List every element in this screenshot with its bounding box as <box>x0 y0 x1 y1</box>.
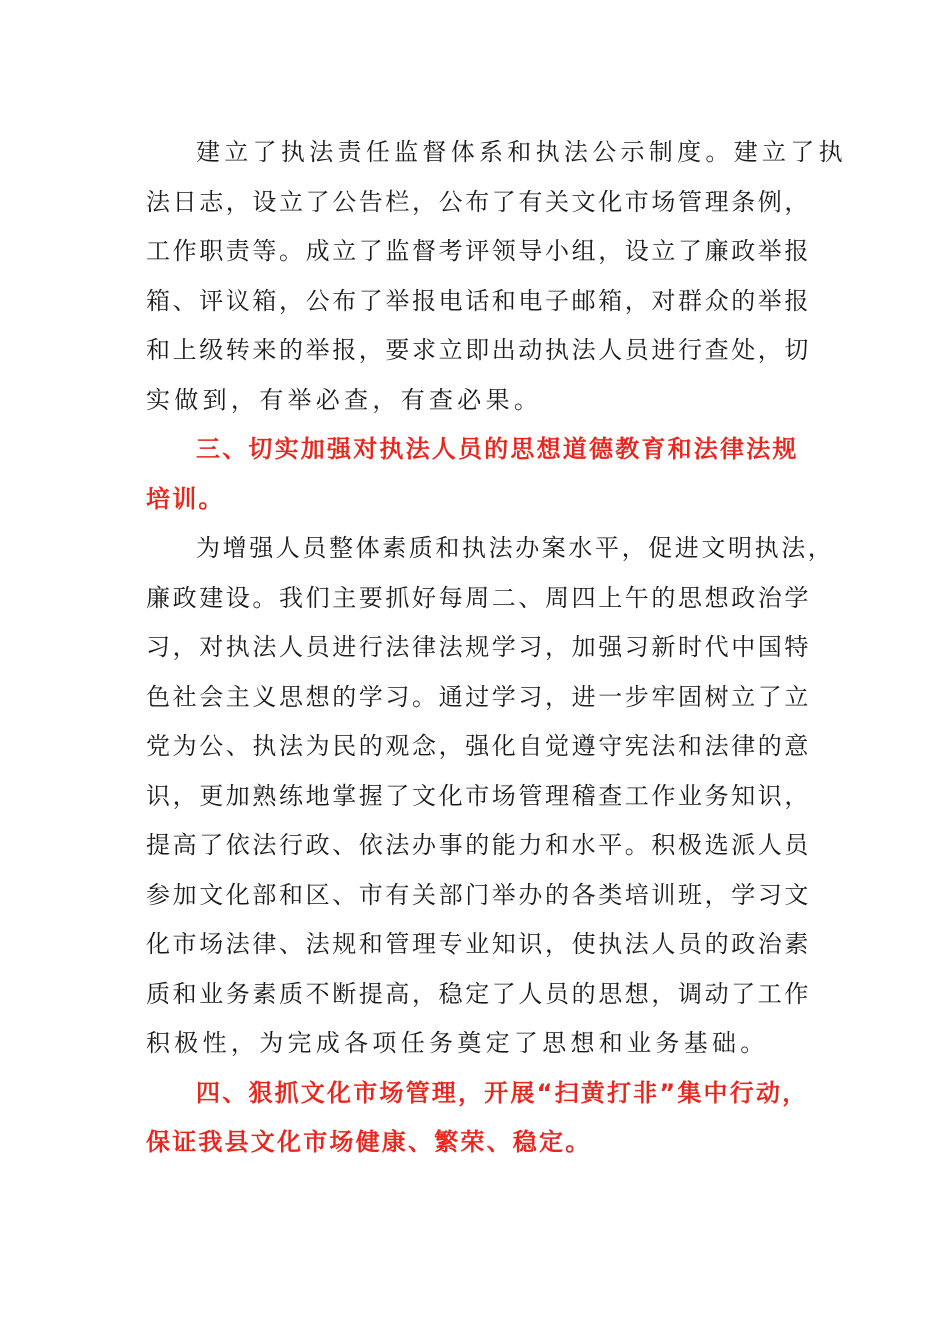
body-text-line: 法日志，设立了公告栏，公布了有关文化市场管理条例， <box>146 188 811 216</box>
section-heading-4: 四、狠抓文化市场管理，开展“扫黄打非”集中行动， <box>196 1079 809 1107</box>
body-text-line: 箱、评议箱，公布了举报电话和电子邮箱，对群众的举报 <box>146 287 811 315</box>
body-text-line: 参加文化部和区、市有关部门举办的各类培训班，学习文 <box>146 881 811 909</box>
body-text-line: 识，更加熟练地掌握了文化市场管理稽查工作业务知识， <box>146 782 811 810</box>
body-text-line: 党为公、执法为民的观念，强化自觉遵守宪法和法律的意 <box>146 732 811 760</box>
body-text-line: 提高了依法行政、依法办事的能力和水平。积极选派人员 <box>146 831 811 859</box>
body-text-line: 工作职责等。成立了监督考评领导小组，设立了廉政举报 <box>146 237 811 265</box>
body-text-line: 习，对执法人员进行法律法规学习，加强习新时代中国特 <box>146 633 811 661</box>
body-text-line: 建立了执法责任监督体系和执法公示制度。建立了执 <box>196 138 847 166</box>
section-heading-3-continued: 培训。 <box>146 485 225 513</box>
body-text-line: 积极性，为完成各项任务奠定了思想和业务基础。 <box>146 1029 769 1057</box>
body-text-line: 化市场法律、法规和管理专业知识，使执法人员的政治素 <box>146 930 811 958</box>
section-heading-3: 三、切实加强对执法人员的思想道德教育和法律法规 <box>196 435 799 463</box>
body-text-line: 色社会主义思想的学习。通过学习，进一步牢固树立了立 <box>146 683 811 711</box>
body-text-line: 廉政建设。我们主要抓好每周二、周四上午的思想政治学 <box>146 584 811 612</box>
body-text-line: 和上级转来的举报，要求立即出动执法人员进行查处，切 <box>146 336 811 364</box>
body-text-line: 实做到，有举必查，有查必果。 <box>146 386 543 414</box>
section-heading-4-continued: 保证我县文化市场健康、繁荣、稳定。 <box>146 1128 592 1156</box>
body-text-line: 质和业务素质不断提高，稳定了人员的思想，调动了工作 <box>146 980 811 1008</box>
body-text-line: 为增强人员整体素质和执法办案水平，促进文明执法， <box>196 534 835 562</box>
